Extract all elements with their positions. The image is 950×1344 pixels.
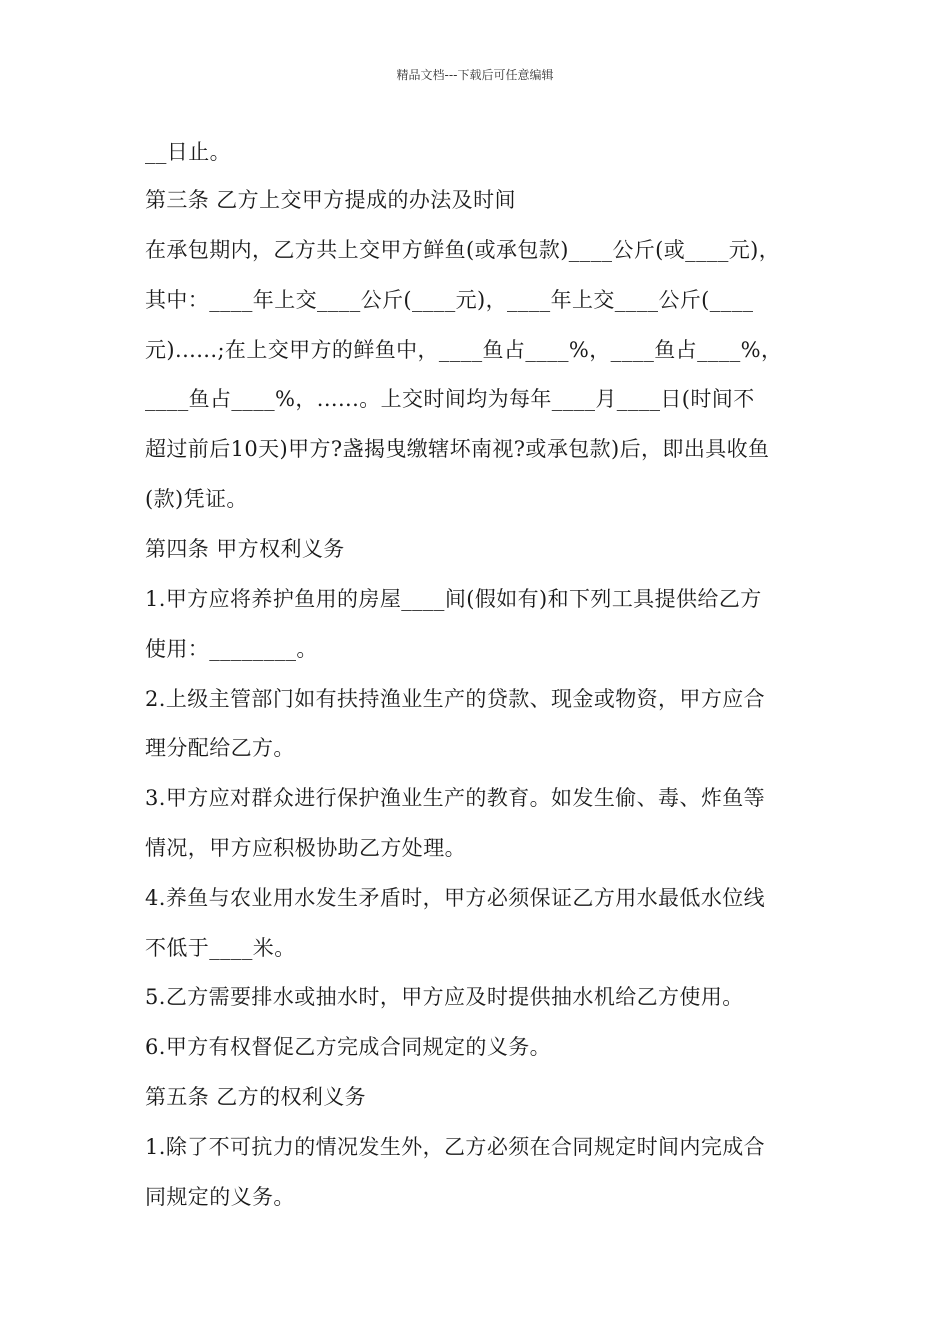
text-line: 在承包期内，乙方共上交甲方鲜鱼(或承包款)____公斤(或____元)，	[145, 238, 781, 262]
text-line: 1.甲方应将养护鱼用的房屋____间(假如有)和下列工具提供给乙方	[145, 587, 762, 611]
text-line: (款)凭证。	[145, 487, 248, 511]
text-line: 5.乙方需要排水或抽水时，甲方应及时提供抽水机给乙方使用。	[145, 985, 744, 1009]
text-line: 其中：____年上交____公斤(____元)，____年上交____公斤(____	[145, 288, 754, 312]
text-line: 元)......;在上交甲方的鲜鱼中，____鱼占____%，____鱼占____%，	[145, 338, 783, 362]
text-line: 超过前后10天)甲方?盏揭曳缴辖坏南视?或承包款)后，即出具收鱼	[145, 437, 770, 461]
text-line: 1.除了不可抗力的情况发生外，乙方必须在合同规定时间内完成合	[145, 1135, 766, 1159]
text-line: 同规定的义务。	[145, 1185, 295, 1209]
page-header: 精品文档---下载后可任意编辑	[396, 68, 554, 82]
section-heading-4: 第四条 甲方权利义务	[145, 537, 345, 561]
text-line: 4.养鱼与农业用水发生矛盾时，甲方必须保证乙方用水最低水位线	[145, 886, 766, 910]
text-line: 理分配给乙方。	[145, 736, 295, 760]
text-line: __日止。	[145, 140, 231, 164]
text-line: 情况，甲方应积极协助乙方处理。	[145, 836, 466, 860]
section-heading-5: 第五条 乙方的权利义务	[145, 1085, 367, 1109]
text-line: 2.上级主管部门如有扶持渔业生产的贷款、现金或物资，甲方应合	[145, 687, 766, 711]
section-heading-3: 第三条 乙方上交甲方提成的办法及时间	[145, 188, 516, 212]
text-line: 3.甲方应对群众进行保护渔业生产的教育。如发生偷、毒、炸鱼等	[145, 786, 766, 810]
text-line: 不低于____米。	[145, 936, 296, 960]
text-line: ____鱼占____%，......。上交时间均为每年____月____日(时间不	[145, 387, 755, 411]
text-line: 6.甲方有权督促乙方完成合同规定的义务。	[145, 1035, 552, 1059]
text-line: 使用：________。	[145, 637, 318, 661]
